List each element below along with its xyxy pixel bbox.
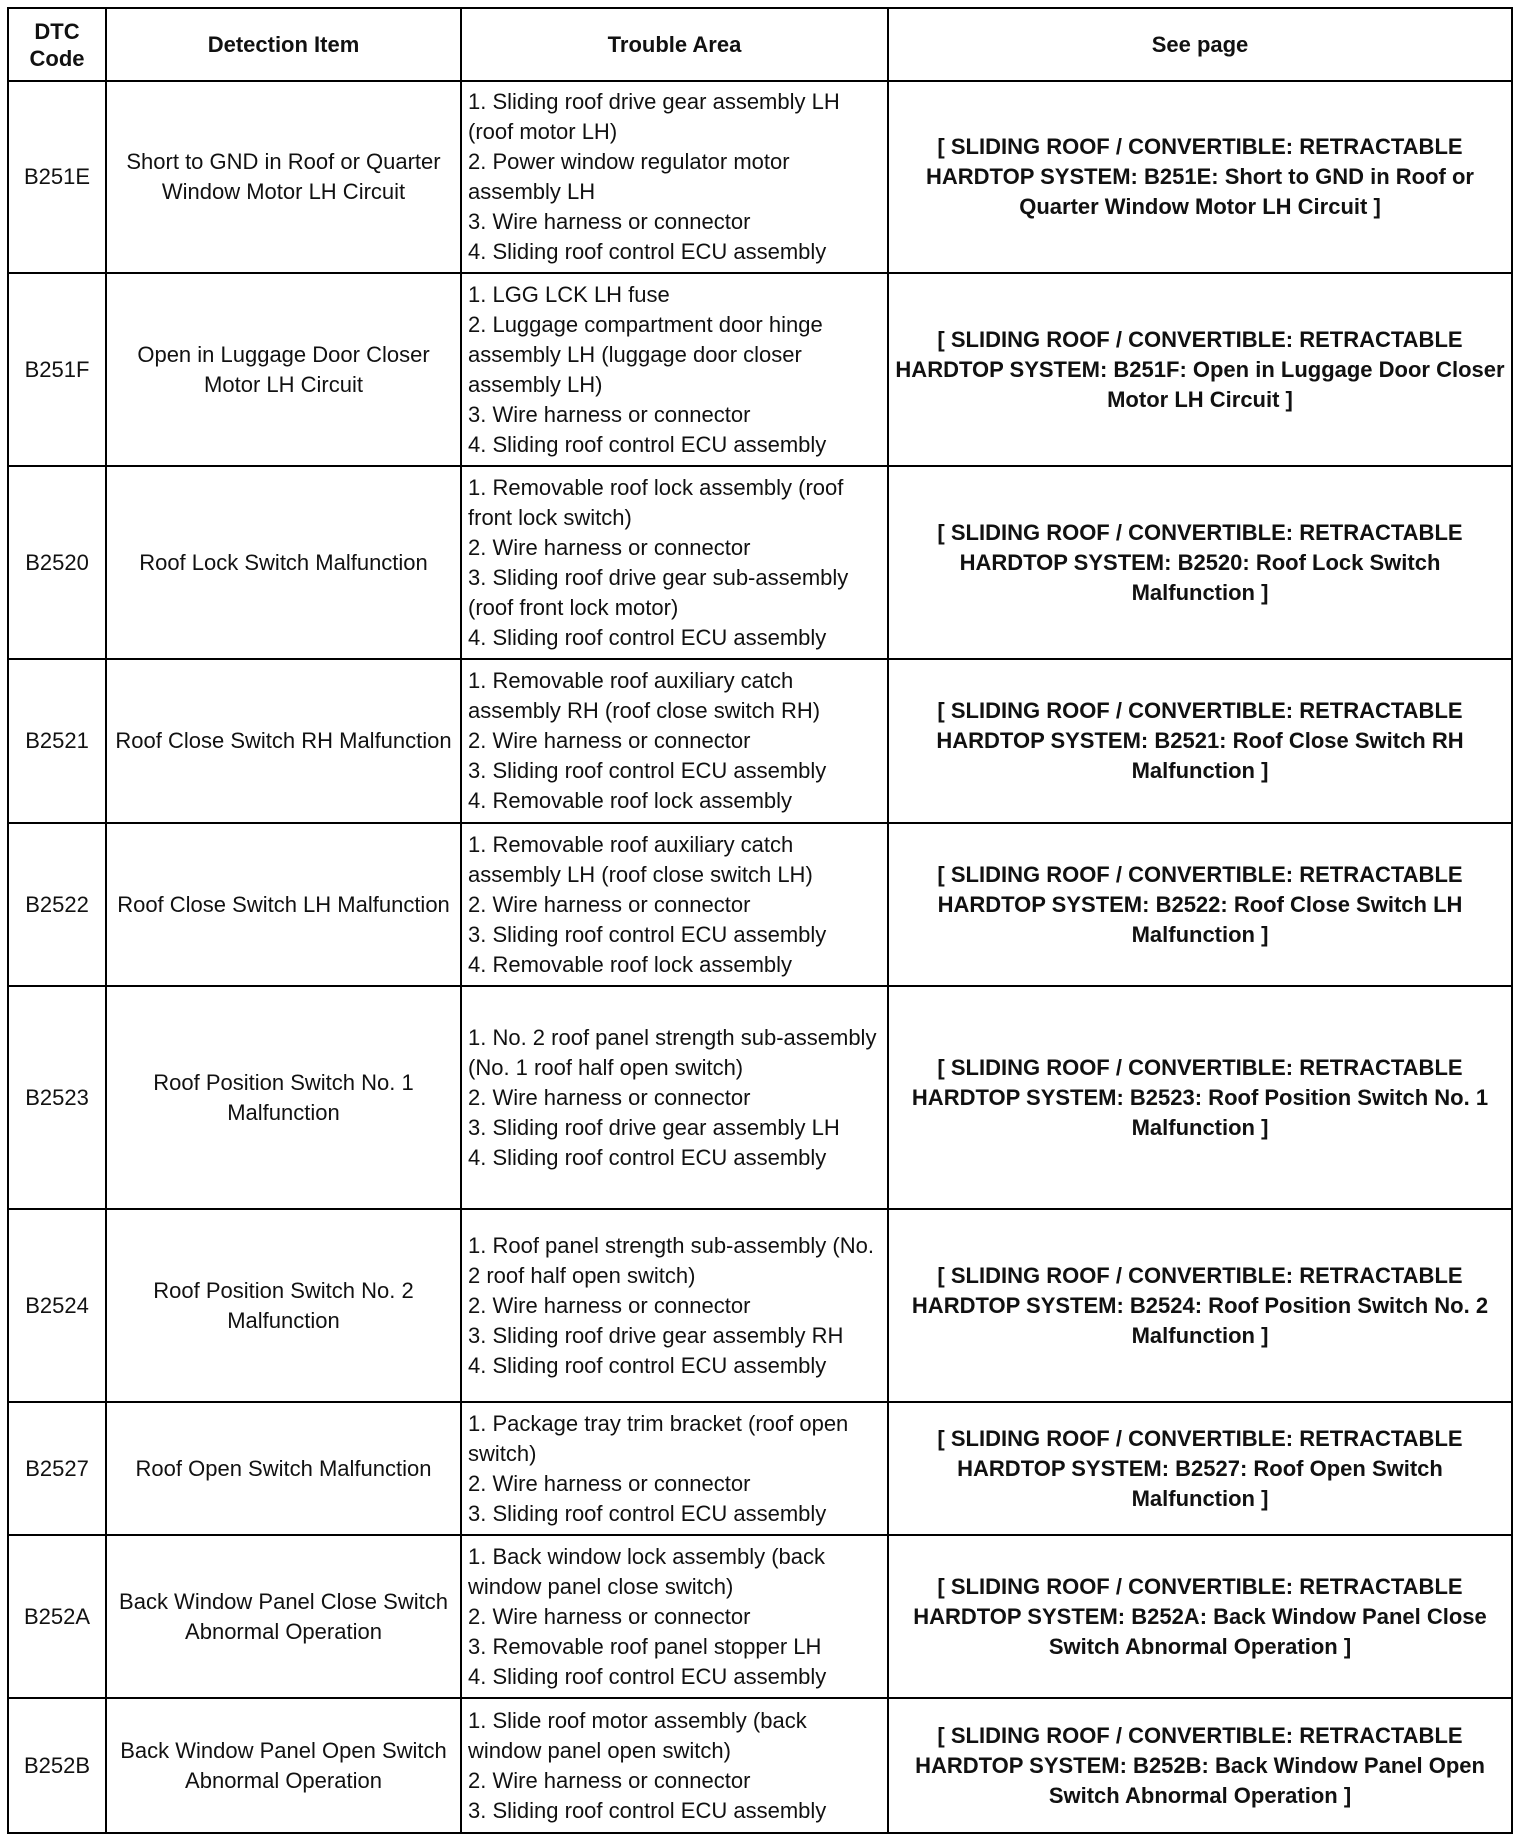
header-trouble-area: Trouble Area (461, 8, 888, 81)
trouble-area-item: 2. Wire harness or connector (468, 1767, 751, 1793)
detection-item-cell: Open in Luggage Door Closer Motor LH Circuit (106, 273, 461, 466)
table-row (8, 1402, 1512, 1535)
trouble-area-item: 2. Wire harness or connector (468, 534, 751, 560)
trouble-area-item: 3. Sliding roof control ECU assembly (468, 1500, 827, 1526)
see-page-link[interactable]: [ SLIDING ROOF / CONVERTIBLE: RETRACTABLE HARDTOP SYSTEM: B2521: Roof Close Switch RH Malfunction ] (888, 659, 1512, 823)
trouble-area-item: 1. No. 2 roof panel strength sub-assembly (No. 1 roof half open switch) (468, 1024, 877, 1080)
detection-item-cell: Roof Position Switch No. 2 Malfunction (106, 1209, 461, 1402)
trouble-area-item: 3. Sliding roof control ECU assembly (468, 921, 827, 947)
header-see-page: See page (888, 8, 1512, 81)
trouble-area-item: 2. Wire harness or connector (468, 728, 751, 753)
dtc-code-cell: B2521 (8, 659, 106, 823)
trouble-area-item: 3. Sliding roof control ECU assembly (468, 1797, 827, 1823)
trouble-area-item: 2. Wire harness or connector (468, 1292, 751, 1318)
trouble-area-item: 1. Back window lock assembly (back window panel close switch) (468, 1543, 826, 1599)
see-page-link[interactable]: [ SLIDING ROOF / CONVERTIBLE: RETRACTABLE HARDTOP SYSTEM: B251E: Short to GND in Roof or Quarter Window Motor LH Circuit ] (888, 81, 1512, 273)
see-page-link[interactable]: [ SLIDING ROOF / CONVERTIBLE: RETRACTABLE HARDTOP SYSTEM: B2524: Roof Position Switch No. 2 Malfunction ] (888, 1209, 1512, 1402)
trouble-area-cell (461, 1209, 888, 1402)
trouble-area-item: 2. Wire harness or connector (468, 1470, 751, 1496)
trouble-area-item: 4. Removable roof lock assembly (468, 951, 793, 977)
trouble-area-item: 1. Removable roof lock assembly (roof front lock switch) (468, 474, 844, 530)
trouble-area-item: 3. Sliding roof drive gear assembly LH (468, 1114, 840, 1140)
trouble-area-item: 4. Sliding roof control ECU assembly (468, 624, 827, 650)
detection-item-cell: Roof Close Switch LH Malfunction (106, 823, 461, 986)
table-row (8, 81, 1512, 273)
trouble-area-item: 4. Removable roof lock assembly (468, 788, 793, 813)
dtc-table (7, 7, 1513, 1834)
table-row (8, 1535, 1512, 1698)
trouble-area-cell (461, 1698, 888, 1833)
see-page-link[interactable]: [ SLIDING ROOF / CONVERTIBLE: RETRACTABLE HARDTOP SYSTEM: B251F: Open in Luggage Door Closer Motor LH Circuit ] (888, 273, 1512, 466)
dtc-code-cell: B252B (8, 1698, 106, 1833)
trouble-area-cell (461, 466, 888, 659)
dtc-code-cell: B2527 (8, 1402, 106, 1535)
trouble-area-item: 2. Wire harness or connector (468, 891, 751, 917)
see-page-link[interactable]: [ SLIDING ROOF / CONVERTIBLE: RETRACTABLE HARDTOP SYSTEM: B252B: Back Window Panel Open Switch Abnormal Operation ] (888, 1698, 1512, 1833)
trouble-area-item: 3. Wire harness or connector (468, 209, 751, 234)
see-page-link[interactable]: [ SLIDING ROOF / CONVERTIBLE: RETRACTABLE HARDTOP SYSTEM: B2520: Roof Lock Switch Malfunction ] (888, 466, 1512, 659)
trouble-area-cell (461, 659, 888, 823)
trouble-area-item: 4. Sliding roof control ECU assembly (468, 1663, 827, 1689)
trouble-area-item: 2. Wire harness or connector (468, 1603, 751, 1629)
detection-item-cell: Back Window Panel Close Switch Abnormal Operation (106, 1535, 461, 1698)
trouble-area-item: 4. Sliding roof control ECU assembly (468, 239, 827, 264)
trouble-area-item: 1. Slide roof motor assembly (back window panel open switch) (468, 1707, 807, 1763)
table-header (8, 8, 1512, 81)
table-body (8, 81, 1512, 1833)
trouble-area-item: 2. Luggage compartment door hinge assembly LH (luggage door closer assembly LH) (468, 311, 823, 397)
trouble-area-item: 1. Package tray trim bracket (roof open switch) (468, 1410, 849, 1466)
header-detection-item: Detection Item (106, 8, 461, 81)
see-page-link[interactable]: [ SLIDING ROOF / CONVERTIBLE: RETRACTABLE HARDTOP SYSTEM: B2523: Roof Position Switch No. 1 Malfunction ] (888, 986, 1512, 1209)
trouble-area-item: 4. Sliding roof control ECU assembly (468, 431, 827, 457)
trouble-area-item: 3. Removable roof panel stopper LH (468, 1633, 822, 1659)
trouble-area-item: 3. Sliding roof control ECU assembly (468, 758, 827, 783)
trouble-area-item: 4. Sliding roof control ECU assembly (468, 1352, 827, 1378)
table-row (8, 823, 1512, 986)
trouble-area-item: 2. Wire harness or connector (468, 1084, 751, 1110)
dtc-code-cell: B251E (8, 81, 106, 273)
table-row (8, 986, 1512, 1209)
trouble-area-item: 1. Roof panel strength sub-assembly (No. 2 roof half open switch) (468, 1232, 874, 1288)
dtc-code-cell: B2520 (8, 466, 106, 659)
trouble-area-cell (461, 823, 888, 986)
trouble-area-cell (461, 273, 888, 466)
detection-item-cell: Roof Lock Switch Malfunction (106, 466, 461, 659)
detection-item-cell: Short to GND in Roof or Quarter Window Motor LH Circuit (106, 81, 461, 273)
header-row (8, 8, 1512, 81)
trouble-area-cell (461, 986, 888, 1209)
trouble-area-item: 1. LGG LCK LH fuse (468, 281, 670, 307)
table-row (8, 1209, 1512, 1402)
header-dtc-code: DTC Code (8, 8, 106, 81)
dtc-code-cell: B252A (8, 1535, 106, 1698)
trouble-area-item: 3. Sliding roof drive gear assembly RH (468, 1322, 844, 1348)
trouble-area-cell (461, 1535, 888, 1698)
see-page-link[interactable]: [ SLIDING ROOF / CONVERTIBLE: RETRACTABLE HARDTOP SYSTEM: B2522: Roof Close Switch LH Malfunction ] (888, 823, 1512, 986)
trouble-area-item: 1. Sliding roof drive gear assembly LH (roof motor LH) (468, 89, 840, 144)
dtc-code-cell: B2522 (8, 823, 106, 986)
trouble-area-cell (461, 81, 888, 273)
table-row (8, 1698, 1512, 1833)
detection-item-cell: Roof Position Switch No. 1 Malfunction (106, 986, 461, 1209)
dtc-code-cell: B2523 (8, 986, 106, 1209)
trouble-area-cell (461, 1402, 888, 1535)
table-row (8, 659, 1512, 823)
table-row (8, 273, 1512, 466)
trouble-area-item: 1. Removable roof auxiliary catch assembly RH (roof close switch RH) (468, 668, 821, 723)
table-row (8, 466, 1512, 659)
see-page-link[interactable]: [ SLIDING ROOF / CONVERTIBLE: RETRACTABLE HARDTOP SYSTEM: B2527: Roof Open Switch Malfunction ] (888, 1402, 1512, 1535)
dtc-code-cell: B2524 (8, 1209, 106, 1402)
trouble-area-item: 3. Wire harness or connector (468, 401, 751, 427)
trouble-area-item: 2. Power window regulator motor assembly LH (468, 149, 790, 204)
detection-item-cell: Back Window Panel Open Switch Abnormal Operation (106, 1698, 461, 1833)
trouble-area-item: 3. Sliding roof drive gear sub-assembly (roof front lock motor) (468, 564, 849, 620)
detection-item-cell: Roof Open Switch Malfunction (106, 1402, 461, 1535)
detection-item-cell: Roof Close Switch RH Malfunction (106, 659, 461, 823)
trouble-area-item: 4. Sliding roof control ECU assembly (468, 1144, 827, 1170)
dtc-code-cell: B251F (8, 273, 106, 466)
trouble-area-item: 1. Removable roof auxiliary catch assembly LH (roof close switch LH) (468, 831, 813, 887)
see-page-link[interactable]: [ SLIDING ROOF / CONVERTIBLE: RETRACTABLE HARDTOP SYSTEM: B252A: Back Window Panel Close Switch Abnormal Operation ] (888, 1535, 1512, 1698)
